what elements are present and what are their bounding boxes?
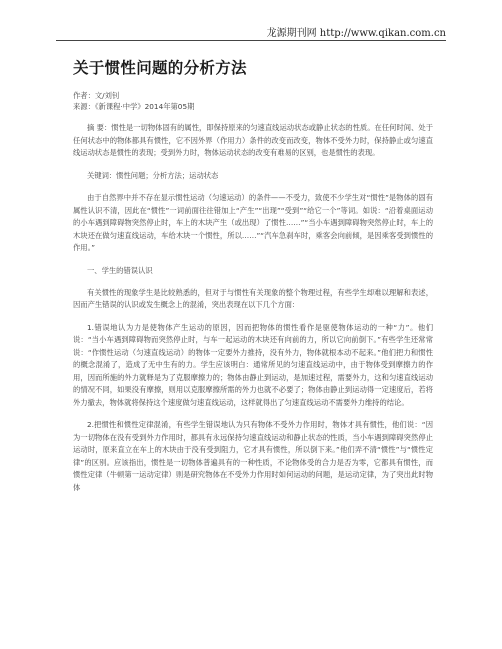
site-header [0, 0, 502, 44]
header-rule [56, 40, 446, 41]
site-name: 龙源期刊网 http://www.qikan.com.cn [266, 28, 446, 39]
source-label: 来源： [73, 102, 95, 111]
abstract: 摘 要：惯性是一切物体固有的属性，即保持原来的匀速直线运动状态或静止状态的性质。在任何时间、处于任何状态中的物体都具有惯性，它不因外界（作用力）条件的改变而改变，物体不受外力时，保持静止或匀速直线运动状态是惯性的表现；受到外力时，物体运动状态的改变有难易的区别，也是惯性的表现。 [73, 123, 433, 157]
point-2: 2.把惯性和惯性定律混淆，有些学生错误地认为只有物体不受外力作用时，物体才具有惯性，他们说：“因为一切物体在没有受到外力作用时，都具有永远保持匀速直线运动和静止状态的性质，当小车遇到障碍突然停止运动时，原来直立在车上的木块由于没有受到阻力，它才具有惯性，所以倒下来。”他们弄不清“惯性”与“惯性定律”的区别。应该指出，惯性是一切物体普遍具有的一种性质，不论物体受的合力是否为零，它都具有惯性，而惯性定律（牛顿第一运动定律）则是研究物体在不受外力作用时如何运动的问题，是运动定律，为了突出此时物体 [73, 420, 433, 492]
author-label: 作者： [73, 91, 95, 100]
author-line [73, 90, 433, 101]
source-line [73, 101, 433, 112]
article-title: 关于惯性问题的分析方法 [73, 59, 247, 77]
keywords: 关键词：惯性问题；分析方法；运动状态 [87, 170, 219, 180]
source-value: 《新课程·中学》2014年第05期 [94, 102, 195, 111]
article [73, 58, 433, 494]
intro-paragraph: 由于自然界中并不存在显示惯性运动（匀速运动）的条件——不受力，致使不少学生对“惯性”是物体的固有属性认识不清，因此在“惯性”一词前面往往错加上“产生”“出现”“受到”“给它一个”等词。如说：“沿着桌面运动的小车遇到障碍物突然停止时，车上的木块产生（或出现）了惯性……”“当小车遇到障碍物突然停止时，车上的木块还在做匀速直线运动，车给木块一个惯性，所以……”“汽车急刹车时，乘客会向前倾，是因乘客受到惯性的作用。” [73, 193, 433, 252]
section-heading: 一、学生的错误认识 [87, 265, 153, 275]
point-1: 1.错误地认为力是使物体产生运动的原因，因而把物体的惯性看作是驱使物体运动的一种“力”。他们说：“当小车遇到障碍物而突然停止时，与车一起运动的木块还有向前的力，所以它向前倒下。”有些学生还常常说：“作惯性运动（匀速直线运动）的物体一定要外力推持，没有外力，物体就根本动不起来。”他们把力和惯性的概念混淆了，造成了无中生有的力。学生应该明白：通常所见的匀速直线运动中，由于物体受到摩擦力的作用，因而所施的外力就释是为了克服摩擦力的；物体由静止到运动，是加速过程，需要外力，这和匀速直线运动的情况不同，如果没有摩擦，则用以克服摩擦所需的外力也就不必要了；物体由静止到运动得一定速度后，若将外力撤去，物体就将保持这个速度做匀速直线运动，这样就得出了匀速直线运动不需要外力维持的结论。 [73, 322, 433, 407]
section-intro: 有关惯性的现象学生是比较熟悉的，但对于与惯性有关现象的整个物理过程，有些学生却难以理解和表述，因而产生错误的认识或发生概念上的混淆，突出表现在以下几个方面： [73, 287, 433, 309]
author-value: 文/刘钊 [94, 91, 120, 100]
